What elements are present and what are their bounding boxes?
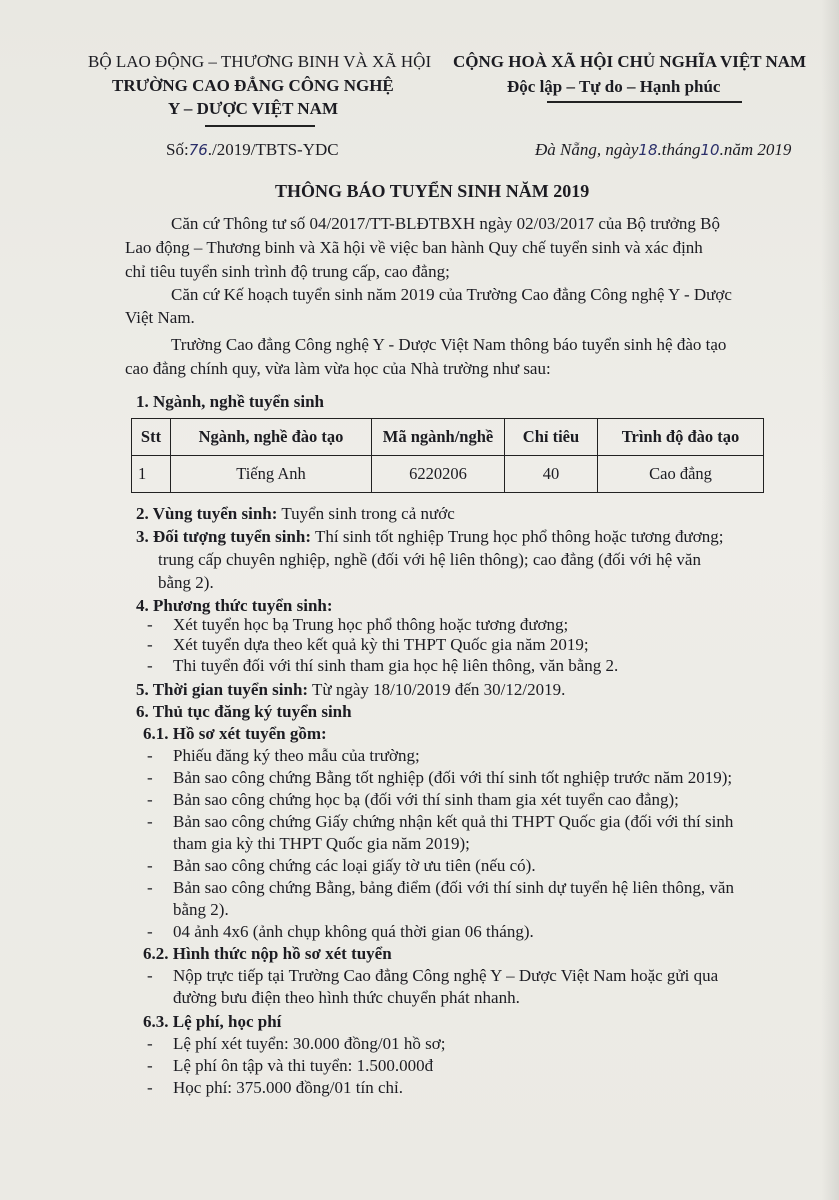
section-6-3-heading: 6.3. Lệ phí, học phí (143, 1012, 282, 1031)
intro-p2-line2: Việt Nam. (125, 308, 195, 327)
intro-p1-line2: Lao động – Thương binh và Xã hội về việc ban hành Quy chế tuyển sinh và xác định (125, 238, 703, 257)
intro-p1-line1: Căn cứ Thông tư số 04/2017/TT-BLĐTBXH ngày 02/03/2017 của Bộ trưởng Bộ (171, 214, 720, 233)
list-item: Xét tuyển học bạ Trung học phổ thông hoặc tương đương; (173, 615, 569, 634)
admission-table (131, 418, 764, 493)
intro-p1-line3: chỉ tiêu tuyển sinh trình độ trung cấp, cao đẳng; (125, 262, 450, 281)
ministry-name: BỘ LAO ĐỘNG – THƯƠNG BINH VÀ XÃ HỘI (88, 52, 432, 71)
table-cell: 40 (505, 456, 598, 493)
table-cell: 6220206 (372, 456, 505, 493)
section-6-heading: 6. Thủ tục đăng ký tuyển sinh (136, 702, 352, 721)
list-item: Bản sao công chứng học bạ (đối với thí sinh tham gia xét tuyển cao đẳng); (173, 790, 679, 809)
section-5: 5. Thời gian tuyển sinh: Từ ngày 18/10/2019 đến 30/12/2019. (136, 680, 566, 699)
school-name-line2: Y – DƯỢC VIỆT NAM (168, 99, 339, 118)
table-header-row (132, 419, 764, 456)
motto: Độc lập – Tự do – Hạnh phúc (507, 77, 721, 96)
section-6-2-heading: 6.2. Hình thức nộp hồ sơ xét tuyển (143, 944, 392, 963)
section-6-1-heading: 6.1. Hồ sơ xét tuyển gồm: (143, 724, 327, 743)
section-2: 2. Vùng tuyển sinh: Tuyển sinh trong cả nước (136, 504, 455, 523)
list-item: Lệ phí xét tuyển: 30.000 đồng/01 hồ sơ; (173, 1034, 446, 1053)
list-item-continuation: tham gia kỳ thi THPT Quốc gia năm 2019); (173, 834, 470, 853)
table-header-cell: Stt (132, 419, 171, 456)
table-header-cell: Mã ngành/nghề (372, 419, 505, 456)
list-item: Lệ phí ôn tập và thi tuyển: 1.500.000đ (173, 1056, 434, 1075)
motto-underline (547, 101, 742, 103)
list-item-continuation: đường bưu điện theo hình thức chuyển phát nhanh. (173, 988, 520, 1007)
intro-p3-line1: Trường Cao đẳng Công nghệ Y - Dược Việt Nam thông báo tuyển sinh hệ đào tạo (171, 335, 727, 354)
table-cell: Tiếng Anh (171, 456, 372, 493)
section-3-line1: 3. Đối tượng tuyển sinh: Thí sinh tốt nghiệp Trung học phổ thông hoặc tương đương; (136, 527, 724, 546)
intro-p3-line2: cao đẳng chính quy, vừa làm vừa học của Nhà trường như sau: (125, 359, 551, 378)
section-3-line2: trung cấp chuyên nghiệp, nghề (đối với hệ liên thông); cao đẳng (đối với hệ văn (158, 550, 701, 569)
list-item: Bản sao công chứng Giấy chứng nhận kết quả thi THPT Quốc gia (đối với thí sinh (173, 812, 734, 831)
section-3-line3: bằng 2). (158, 573, 214, 592)
table-row (132, 456, 764, 493)
table-cell: Cao đẳng (598, 456, 764, 493)
document-page: BỘ LAO ĐỘNG – THƯƠNG BINH VÀ XÃ HỘI TRƯỜNG CAO ĐẲNG CÔNG NGHỆ Y – DƯỢC VIỆT NAM CỘNG HOÀ XÃ HỘI CHỦ NGHĨA VIỆT NAM Độc lập – Tự do – Hạnh phúc Số:76./2019/TBTS-YDC Đà Nẵng, ngày18.tháng10.năm 2019 THÔNG BÁO TUYỂN SINH NĂM 2019 Căn cứ Thông tư số 04/2017/TT-BLĐTBXH ngày 02/03/2017 của Bộ trưởng Bộ Lao động – Thương binh và Xã hội về việc ban hành Quy chế tuyển sinh và xác định chỉ tiêu tuyển sinh trình độ trung cấp, cao đẳng; Căn cứ Kế hoạch tuyển sinh năm 2019 của Trường Cao đẳng Công nghệ Y - Dược Việt Nam. Trường Cao đẳng Công nghệ Y - Dược Việt Nam thông báo tuyển sinh hệ đào tạo cao đẳng chính quy, vừa làm vừa học của Nhà trường như sau: 1. Ngành, nghề tuyển sinh Stt Ngành, nghề đào tạo Mã ngành/nghề Chỉ tiêu Trình độ đào tạo 1 Tiếng Anh 6220206 40 Cao đẳng 2. Vùng tuyển sinh: Tuyển sinh trong cả nước 3. Đối tượng tuyển sinh: Thí sinh tốt nghiệp Trung học phổ thông hoặc tương đương; trung cấp chuyên nghiệp, nghề (đối với hệ liên thông); cao đẳng (đối với hệ văn bằng 2). 4. Phương thức tuyển sinh: - Xét tuyển học bạ Trung học phổ thông hoặc tương đương; - Xét tuyển dựa theo kết quả kỳ thi THPT Quốc gia năm 2019; - Thi tuyển đối với thí sinh tham gia học hệ liên thông, văn bằng 2. 5. Thời gian tuyển sinh: Từ ngày 18/10/2019 đến 30/12/2019. 6. Thủ tục đăng ký tuyển sinh 6.1. Hồ sơ xét tuyển gồm: - Phiếu đăng ký theo mẫu của trường; - Bản sao công chứng Bằng tốt nghiệp (đối với thí sinh tốt nghiệp trước năm 2019); - Bản sao công chứng học bạ (đối với thí sinh tham gia xét tuyển cao đẳng); - Bản sao công chứng Giấy chứng nhận kết quả thi THPT Quốc gia (đối với thí sinh tham gia kỳ thi THPT Quốc gia năm 2019); - Bản sao công chứng các loại giấy tờ ưu tiên (nếu có). - Bản sao công chứng Bằng, bảng điểm (đối với thí sinh dự tuyển hệ liên thông, văn bằng 2). - 04 ảnh 4x6 (ảnh chụp không quá thời gian 06 tháng). 6.2. Hình thức nộp hồ sơ xét tuyển - Nộp trực tiếp tại Trường Cao đẳng Công nghệ Y – Dược Việt Nam hoặc gửi qua đường bưu điện theo hình thức chuyển phát nhanh. 6.3. Lệ phí, học phí - Lệ phí xét tuyển: 30.000 đồng/01 hồ sơ; - Lệ phí ôn tập và thi tuyển: 1.500.000đ - Học phí: 375.000 đồng/01 tín chỉ. (0, 0, 839, 1200)
school-name-line1: TRƯỜNG CAO ĐẲNG CÔNG NGHỆ (112, 76, 394, 95)
document-title: THÔNG BÁO TUYỂN SINH NĂM 2019 (275, 181, 590, 201)
handwritten-month: 10 (700, 141, 720, 159)
list-item: Bản sao công chứng Bằng tốt nghiệp (đối với thí sinh tốt nghiệp trước năm 2019); (173, 768, 733, 787)
intro-p2-line1: Căn cứ Kế hoạch tuyển sinh năm 2019 của Trường Cao đẳng Công nghệ Y - Dược (171, 285, 732, 304)
table-header-cell: Ngành, nghề đào tạo (171, 419, 372, 456)
list-item: Bản sao công chứng Bằng, bảng điểm (đối với thí sinh dự tuyển hệ liên thông, văn (173, 878, 734, 897)
table-header-cell: Chỉ tiêu (505, 419, 598, 456)
list-item: Học phí: 375.000 đồng/01 tín chỉ. (173, 1078, 403, 1097)
list-item: 04 ảnh 4x6 (ảnh chụp không quá thời gian 06 tháng). (173, 922, 534, 941)
section-4-heading: 4. Phương thức tuyển sinh: (136, 596, 333, 615)
table-header-cell: Trình độ đào tạo (598, 419, 764, 456)
list-item-continuation: bằng 2). (173, 900, 229, 919)
republic-name: CỘNG HOÀ XÃ HỘI CHỦ NGHĨA VIỆT NAM (453, 52, 807, 71)
list-item: Phiếu đăng ký theo mẫu của trường; (173, 746, 420, 765)
table-cell: 1 (132, 456, 171, 493)
section-1-heading: 1. Ngành, nghề tuyển sinh (136, 392, 325, 411)
handwritten-number: 76 (188, 141, 208, 159)
list-item: Xét tuyển dựa theo kết quả kỳ thi THPT Quốc gia năm 2019; (173, 635, 589, 654)
list-item: Bản sao công chứng các loại giấy tờ ưu tiên (nếu có). (173, 856, 536, 875)
document-number: Số:76./2019/TBTS-YDC (166, 140, 339, 159)
list-item: Thi tuyển đối với thí sinh tham gia học hệ liên thông, văn bằng 2. (173, 656, 619, 675)
school-underline (205, 125, 315, 127)
page-edge-shadow (821, 0, 839, 1200)
handwritten-day: 18 (638, 141, 658, 159)
list-item: Nộp trực tiếp tại Trường Cao đẳng Công nghệ Y – Dược Việt Nam hoặc gửi qua (173, 966, 719, 985)
place-date: Đà Nẵng, ngày18.tháng10.năm 2019 (535, 140, 792, 159)
